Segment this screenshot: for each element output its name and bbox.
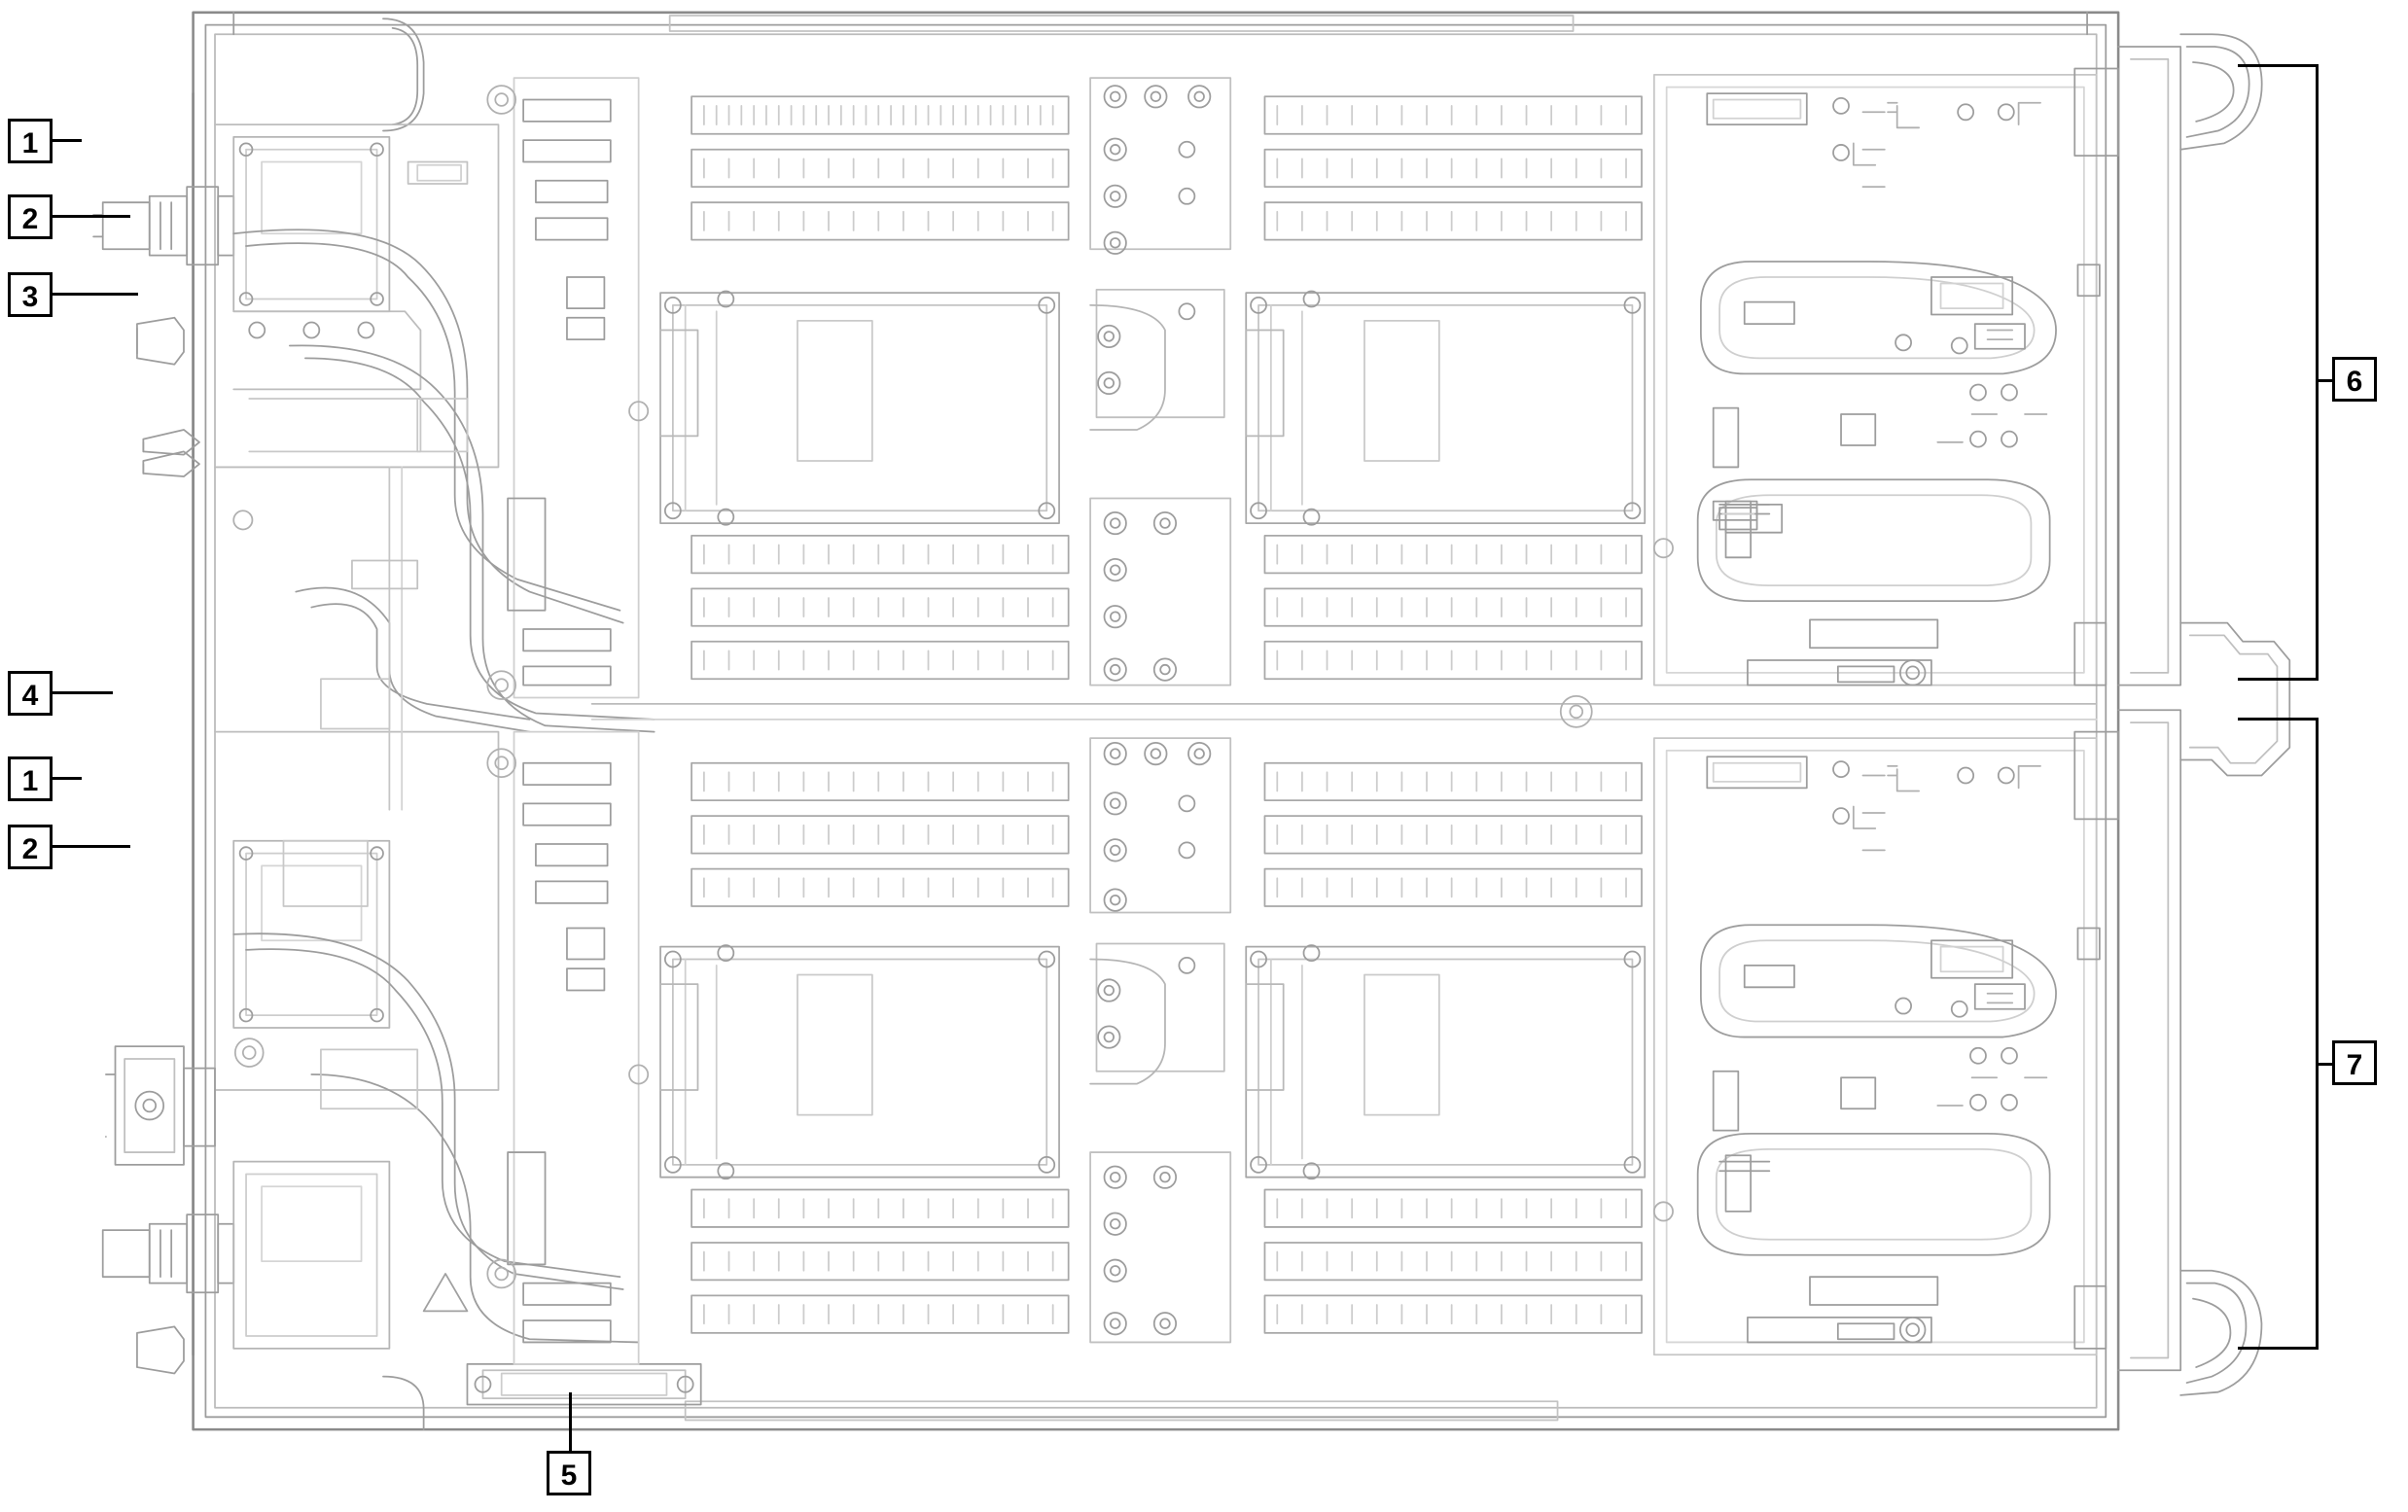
leader-1-top [53,139,82,142]
bracket-7-top-arm [2238,718,2316,721]
callout-6[interactable]: 6 [2332,357,2377,402]
leader-1-bottom [53,777,82,780]
callout-2-bottom[interactable]: 2 [8,825,53,869]
callout-5[interactable]: 5 [547,1451,591,1495]
callout-4[interactable]: 4 [8,671,53,716]
leader-2-bottom [53,845,130,848]
leader-2-top [53,215,130,218]
callout-3[interactable]: 3 [8,272,53,317]
bracket-7-bottom-arm [2238,1347,2316,1350]
leader-6 [2316,379,2332,382]
callout-7[interactable]: 7 [2332,1040,2377,1085]
callout-2-top[interactable]: 2 [8,194,53,239]
callout-1-bottom[interactable]: 1 [8,756,53,801]
leader-5 [569,1392,572,1451]
bracket-6-top-arm [2238,64,2316,67]
leader-4 [53,691,113,694]
bracket-7-spine [2316,718,2319,1350]
bracket-6-bottom-arm [2238,678,2316,681]
leader-7 [2316,1063,2332,1066]
bracket-6-spine [2316,64,2319,681]
leader-3 [53,293,138,296]
callout-1-top[interactable]: 1 [8,119,53,163]
